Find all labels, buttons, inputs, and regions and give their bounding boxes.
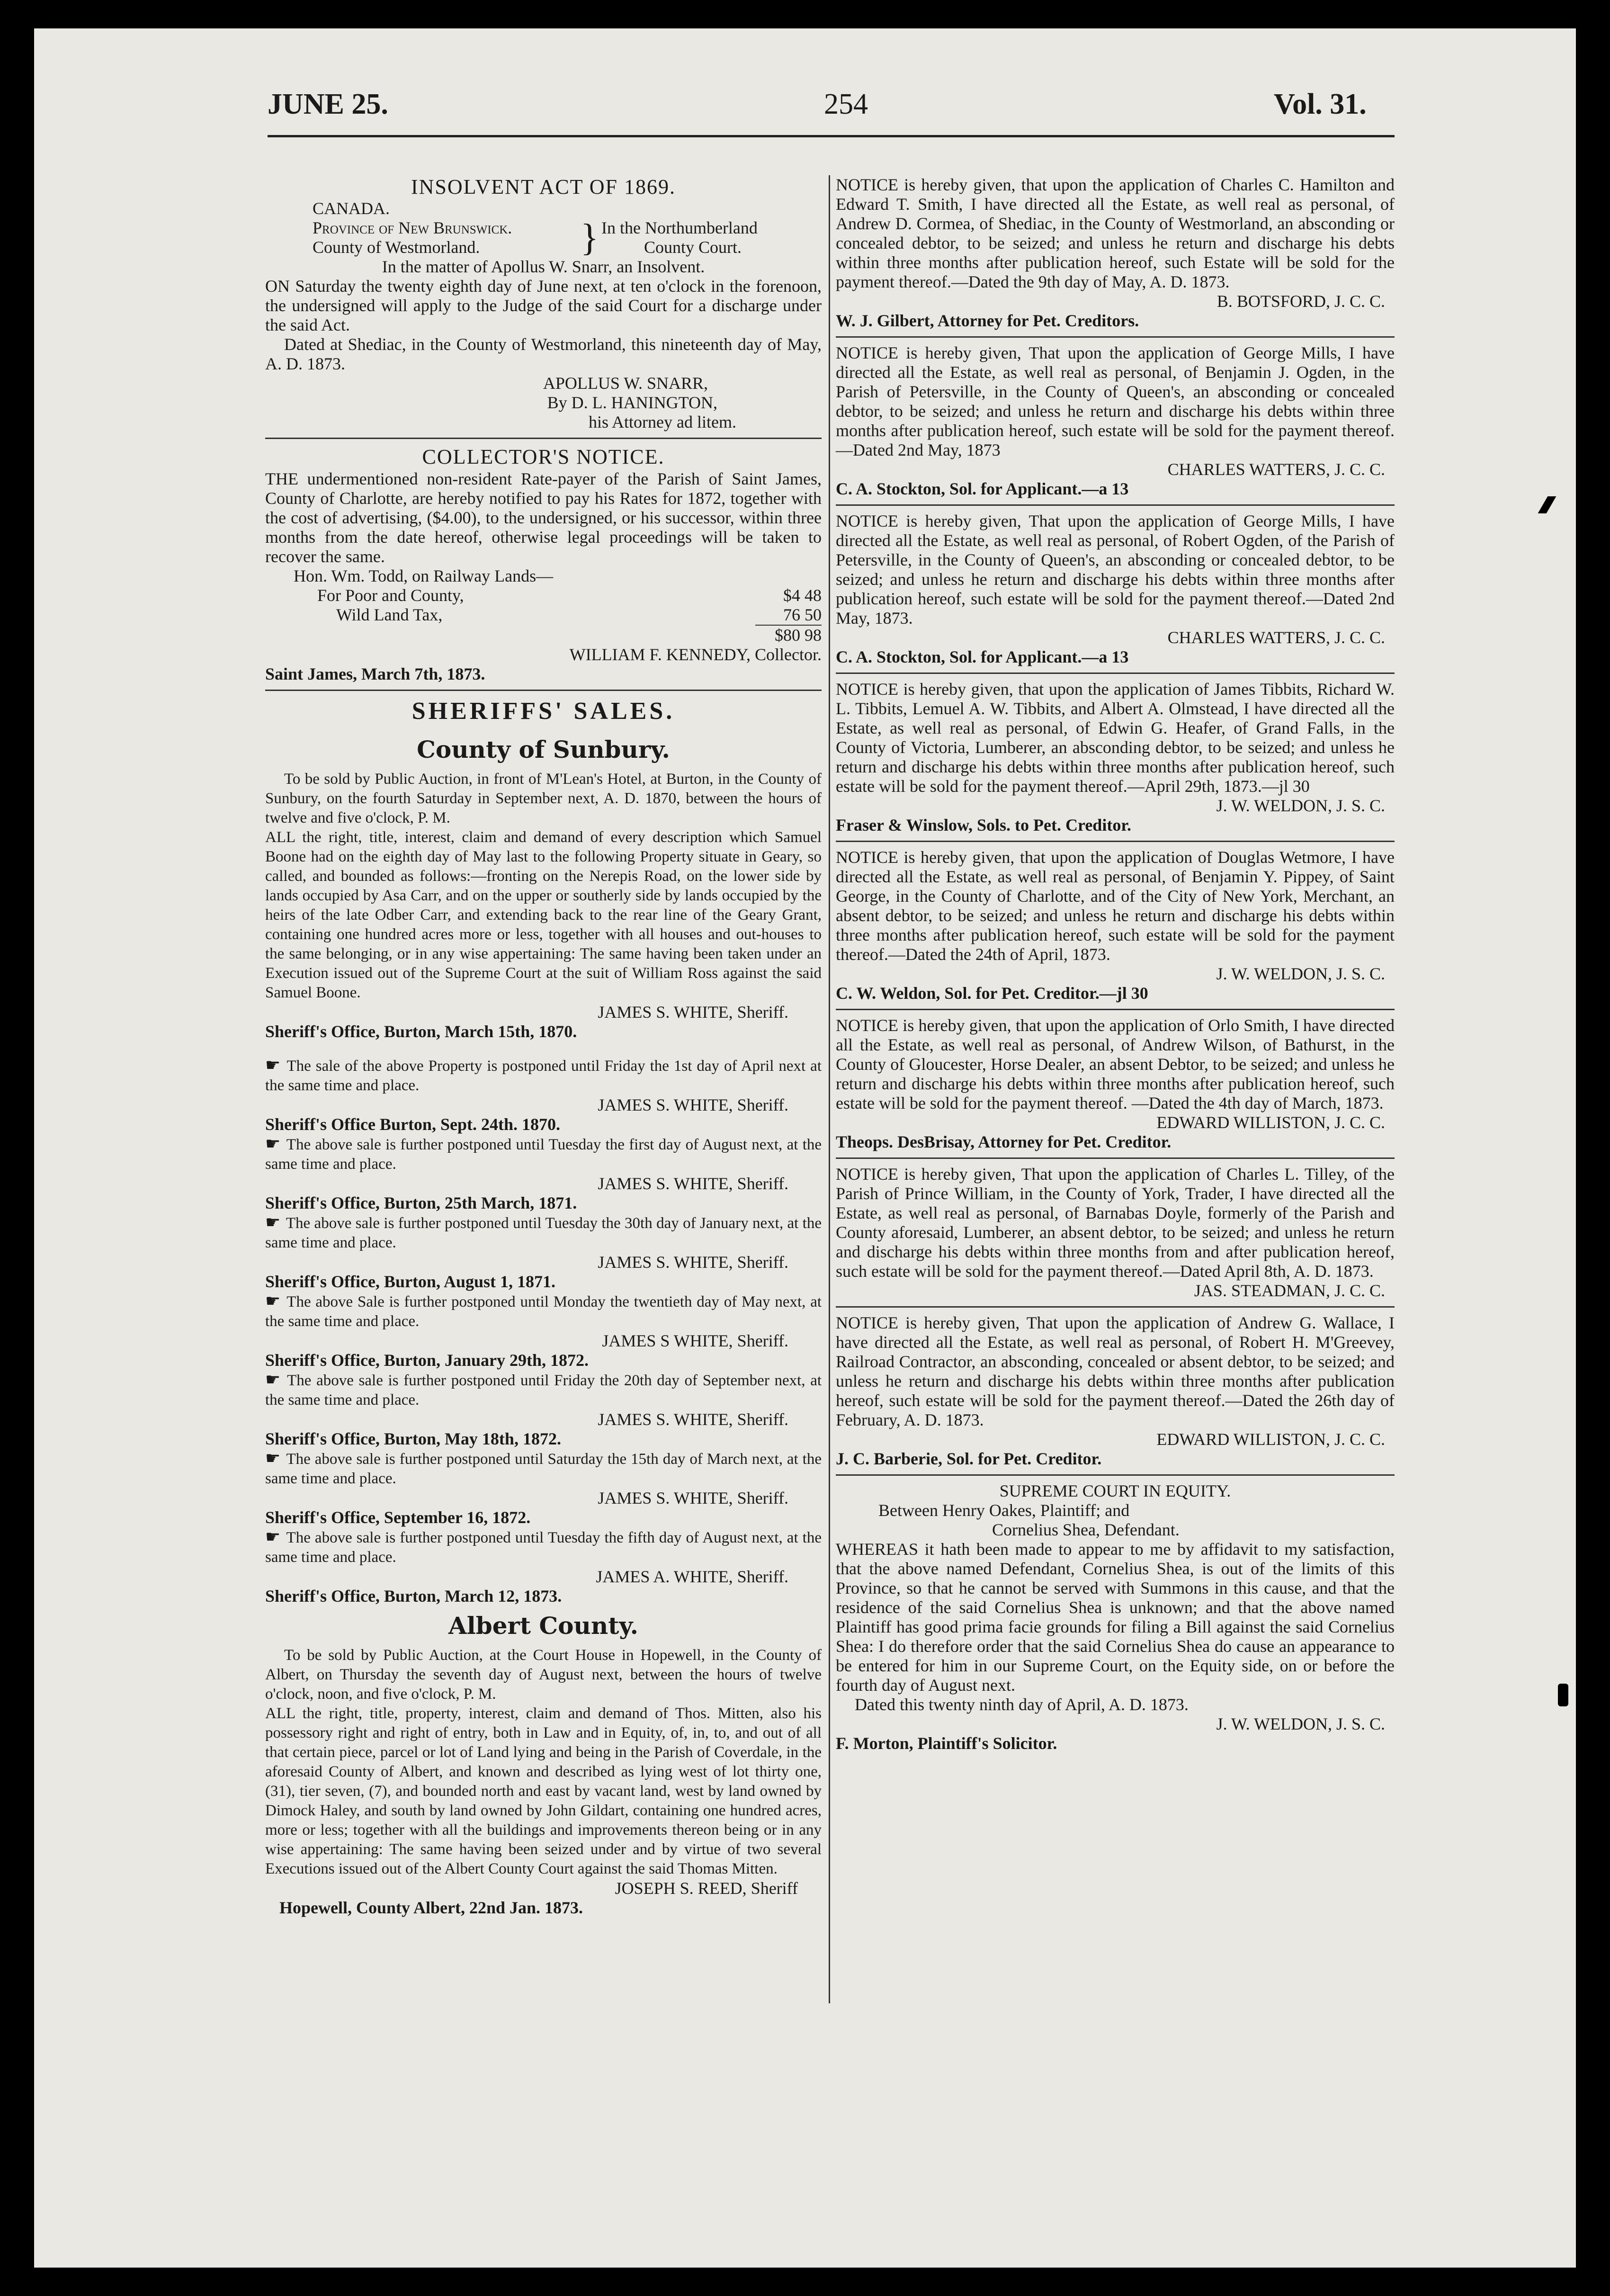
- postponement-date: Sheriff's Office, Burton, May 18th, 1872.: [265, 1429, 561, 1448]
- postponement-notice: [265, 1527, 822, 1567]
- section-rule: [836, 673, 1395, 674]
- sheriffs-title: SHERIFFS' SALES.: [411, 698, 675, 725]
- sunbury-signature: JAMES S. WHITE, Sheriff.: [598, 1003, 788, 1022]
- notice-body: NOTICE is hereby given, That upon the application of George Mills, I have directed all the Estate, as well real as personal, of Robert Ogden, of the Parish of Petersville, in the County of Queen's, an absconding or concealed debtor, to be seized; and unless he return and discharge his debts within three months after publication hereof, such estate will be sold for the payment thereof.—Dated 2nd May, 1873.: [836, 511, 1395, 628]
- sunbury-date: Sheriff's Office, Burton, March 15th, 1870.: [265, 1022, 577, 1041]
- postponement-signature: JAMES S. WHITE, Sheriff.: [598, 1253, 788, 1272]
- header-rule: [268, 135, 1395, 137]
- notice-mills-benjamin: [836, 343, 1395, 499]
- notice-solicitor: Theops. DesBrisay, Attorney for Pet. Creditor.: [836, 1132, 1172, 1151]
- notice-tibbits: [836, 680, 1395, 835]
- court-line: In the Northumberland: [601, 218, 758, 237]
- section-rule: [836, 1306, 1395, 1308]
- albert-heading: Albert County.: [448, 1612, 639, 1640]
- albert-intro: To be sold by Public Auction, at the Court House in Hopewell, in the County of Albert, on Thursday the seventh day of August next, between the hours of twelve o'clock, noon, and five o'clock, P. M.: [265, 1647, 822, 1703]
- equity-solicitor: F. Morton, Plaintiff's Solicitor.: [836, 1734, 1057, 1753]
- notice-body: NOTICE is hereby given, that upon the application of Douglas Wetmore, I have directed all the Estate, as well real as personal, of Benjamin Y. Pippey, of Saint George, in the County of Charlotte, and of the City of New York, Merchant, an absent debtor, to be seized; and unless he return and discharge his debts within three months after publication hereof, such estate will be sold for the payment thereof.—Dated the 24th of April, 1873.: [836, 848, 1395, 964]
- section-rule: [836, 504, 1395, 506]
- left-column: [265, 175, 822, 1918]
- sunbury-heading: County of Sunbury.: [417, 735, 670, 763]
- notice-signature: CHARLES WATTERS, J. C. C.: [1167, 460, 1385, 479]
- collector-signature: WILLIAM F. KENNEDY, Collector.: [569, 645, 822, 664]
- postponement-date: Sheriff's Office, Burton, 25th March, 1871.: [265, 1193, 577, 1212]
- section-rule: [265, 438, 822, 439]
- section-rule: [836, 1009, 1395, 1010]
- postponement-notice: [265, 1056, 822, 1095]
- insolvent-matter: In the matter of Apollus W. Snarr, an Insolvent.: [382, 257, 705, 276]
- equity-dated: Dated this twenty ninth day of April, A. D. 1873.: [855, 1695, 1189, 1714]
- insolvent-attorney: By D. L. HANINGTON,: [547, 393, 717, 412]
- postponement-notice: [265, 1213, 822, 1253]
- notice-solicitor: Fraser & Winslow, Sols. to Pet. Creditor.: [836, 816, 1131, 834]
- pointing-hand-icon: ☛: [265, 1370, 287, 1390]
- page-number: 254: [824, 88, 868, 120]
- equity-plaintiff: Between Henry Oakes, Plaintiff; and: [878, 1501, 1130, 1520]
- section-rule: [836, 841, 1395, 842]
- notice-hamilton: [836, 175, 1395, 331]
- postponement-text: The sale of the above Property is postponed until Friday the 1st day of April next at the same time and place.: [265, 1058, 822, 1094]
- postponement-text: The above Sale is further postponed until Monday the twentieth day of May next, at the same time and place.: [265, 1293, 822, 1330]
- notice-signature: J. W. WELDON, J. S. C.: [1216, 964, 1385, 983]
- issue-date: JUNE 25.: [268, 88, 388, 120]
- section-rule: [265, 690, 822, 691]
- postponement-notice: [265, 1134, 822, 1174]
- notice-body: NOTICE is hereby given, That upon the application of George Mills, I have directed all the Estate, as well real as personal, of Benjamin J. Ogden, in the Parish of Petersville, in the County of Queen's, an absconding or concealed debtor, to be seized; and unless he return and discharge his debts within three months after publication hereof, such estate will be sold for the payment thereof.—Dated 2nd May, 1873: [836, 343, 1395, 459]
- sunbury-body: ALL the right, title, interest, claim and demand of every description which Samuel Boone had on the eighth day of May last to the following Property situate in Geary, so called, and bounded as follows:—fronting on the Nerepis Road, on the lower side by lands occupied by Asa Carr, and on the upper or southerly side by lands occupied by the heirs of the late Odber Carr, and extending back to the rear line of the Geary Grant, containing one hundred acres more or less, together with all houses and out-houses to the same belonging, or in any wise appertaining: The same having been taken under an Execution issued out of the Supreme Court at the suit of William Ross against the said Samuel Boone.: [265, 829, 822, 1001]
- notice-wetmore: [836, 848, 1395, 1003]
- postponement-notice: [265, 1370, 822, 1410]
- collector-total-row: [265, 625, 822, 645]
- albert-body: ALL the right, title, property, interest, claim and demand of Thos. Mitten, also his possessory right and right of entry, both in Law and in Equity, of, in, to, and out of all that certain piece, parcel or lot of Land lying and being in the Parish of Coverdale, in the aforesaid County of Albert, and known and described as lying west of lot thirty one, (31), tier seven, (7), and bounded north and east by vacant land, west by land owned by Dimock Haley, and south by land owned by John Gildart, containing one hundred acres, more or less; together with all the buildings and improvements thereon being or in any wise appertaining: The same having been seized under and by virtue of two several Executions issued out of the Albert County Court against the said Thomas Mitten.: [265, 1705, 822, 1877]
- section-rule: [836, 1157, 1395, 1159]
- postponement-date: Sheriff's Office, Burton, August 1, 1871.: [265, 1272, 556, 1291]
- collector-item: For Poor and County,: [317, 586, 464, 605]
- postponement-signature: JAMES S. WHITE, Sheriff.: [598, 1410, 788, 1429]
- notice-signature: J. W. WELDON, J. S. C.: [1216, 796, 1385, 815]
- sunbury-intro: To be sold by Public Auction, in front of M'Lean's Hotel, at Burton, in the County of Sunbury, on the fourth Saturday in September next, A. D. 1870, between the hours of twelve and five o'clock, P. M.: [265, 771, 822, 826]
- insolvent-signature: APOLLUS W. SNARR,: [543, 374, 708, 393]
- pointing-hand-icon: ☛: [265, 1213, 286, 1232]
- brace-glyph: }: [580, 217, 599, 259]
- insolvent-title: INSOLVENT ACT OF 1869.: [411, 175, 676, 198]
- postponement-date: Sheriff's Office, Burton, March 12, 1873.: [265, 1587, 562, 1605]
- jurisdiction: [313, 218, 578, 257]
- postponement-signature: JAMES S. WHITE, Sheriff.: [598, 1489, 788, 1507]
- notice-solicitor: W. J. Gilbert, Attorney for Pet. Creditors.: [836, 311, 1139, 330]
- postponement-text: The above sale is further postponed until Friday the 20th day of September next, at the same time and place.: [265, 1372, 822, 1408]
- volume-number: Vol. 31.: [1274, 88, 1367, 120]
- postponement-signature: JAMES A. WHITE, Sheriff.: [596, 1567, 788, 1586]
- notice-body: NOTICE is hereby given, That upon the application of Charles L. Tilley, of the Parish of Prince William, in the County of York, Trader, I have directed all the Estate, as well real as personal, of Barnabas Doyle, formerly of the Parish and County aforesaid, Lumberer, an absent debtor, to be seized; and unless he return and discharge his debts within three months from and after publication hereof, such estate will be sold for the payment thereof.—Dated April 8th, A. D. 1873.: [836, 1165, 1395, 1281]
- collector-total: $80 98: [755, 625, 822, 645]
- column-rule: [829, 175, 830, 2003]
- collector-item: Wild Land Tax,: [336, 605, 443, 624]
- albert-signature: JOSEPH S. REED, Sheriff: [615, 1879, 798, 1898]
- notice-tilley: [836, 1165, 1395, 1300]
- collector-amount: $4 48: [783, 586, 822, 605]
- notice-signature: EDWARD WILLISTON, J. C. C.: [1156, 1430, 1385, 1449]
- notice-solicitor: C. A. Stockton, Sol. for Applicant.—a 13: [836, 647, 1129, 666]
- collector-ratepayer: Hon. Wm. Todd, on Railway Lands—: [294, 566, 554, 585]
- collector-row: [265, 605, 822, 625]
- pointing-hand-icon: ☛: [265, 1292, 287, 1311]
- pointing-hand-icon: ☛: [265, 1527, 286, 1547]
- postponement-signature: JAMES S WHITE, Sheriff.: [602, 1331, 788, 1350]
- notice-wallace: [836, 1313, 1395, 1469]
- postponement-date: Sheriff's Office, Burton, January 29th, 1872.: [265, 1351, 589, 1370]
- equity-defendant: Cornelius Shea, Defendant.: [992, 1520, 1180, 1539]
- postponement-text: The above sale is further postponed until Tuesday the fifth day of August next, at the same time and place.: [265, 1529, 822, 1566]
- notice-signature: CHARLES WATTERS, J. C. C.: [1167, 628, 1385, 647]
- county-name: County of Westmorland.: [313, 238, 480, 257]
- notice-body: NOTICE is hereby given, That upon the application of Andrew G. Wallace, I have directed all the Estate, as well real as personal, of Robert H. M'Greevey, Railroad Contractor, an absconding, concealed or absent debtor, to be seized; and unless he return and discharge his debts within three months after publication hereof, such estate will be sold for the payment thereof.—Dated the 26th day of February, A. D. 1873.: [836, 1313, 1395, 1429]
- notice-solicitor: C. A. Stockton, Sol. for Applicant.—a 13: [836, 479, 1129, 498]
- postponement-signature: JAMES S. WHITE, Sheriff.: [598, 1095, 788, 1114]
- postponement-text: The above sale is further postponed until Tuesday the first day of August next, at the same time and place.: [265, 1136, 822, 1173]
- pointing-hand-icon: ☛: [265, 1134, 286, 1154]
- notice-mills-robert: [836, 511, 1395, 667]
- collector-row: [265, 586, 822, 605]
- postponement-signature: JAMES S. WHITE, Sheriff.: [598, 1174, 788, 1193]
- equity-signature: J. W. WELDON, J. S. C.: [1216, 1714, 1385, 1733]
- collector-amount: 76 50: [783, 605, 822, 624]
- province-name: Province of New Brunswick.: [313, 218, 512, 237]
- equity-notice: [836, 1481, 1395, 1753]
- collector-date: Saint James, March 7th, 1873.: [265, 664, 485, 683]
- insolvent-caption: [265, 199, 822, 257]
- notice-solicitor: C. W. Weldon, Sol. for Pet. Creditor.—jl 30: [836, 984, 1148, 1003]
- postponement-text: The above sale is further postponed until Tuesday the 30th day of January next, at the same time and place.: [265, 1215, 822, 1251]
- equity-body: WHEREAS it hath been made to appear to me by affidavit to my satisfaction, that the above named Defendant, Cornelius Shea, is out of the limits of this Province, so that he cannot be served with Summons in this cause, and that the residence of the said Cornelius Shea is unknown; and that the above named Plaintiff has good prima facie grounds for filing a Bill against the said Cornelius Shea: I do therefore order that the said Cornelius Shea do cause an appearance to be entered for him in our Supreme Court, on the Equity side, on or before the fourth day of August next.: [836, 1540, 1395, 1695]
- equity-title: SUPREME COURT IN EQUITY.: [999, 1481, 1231, 1500]
- postponement-date: Sheriff's Office Burton, Sept. 24th. 1870.: [265, 1115, 560, 1134]
- notice-smith: [836, 1016, 1395, 1152]
- pointing-hand-icon: ☛: [265, 1056, 287, 1075]
- postponement-date: Sheriff's Office, September 16, 1872.: [265, 1508, 531, 1527]
- postponement-text: The above sale is further postponed until Saturday the 15th day of March next, at the same time and place.: [265, 1451, 822, 1487]
- insolvent-dated: Dated at Shediac, in the County of Westmorland, this nineteenth day of May, A. D. 1873.: [265, 335, 822, 373]
- section-rule: [836, 1474, 1395, 1476]
- collector-title: COLLECTOR'S NOTICE.: [422, 445, 665, 468]
- notice-body: NOTICE is hereby given, that upon the application of James Tibbits, Richard W. L. Tibbits, Lemuel A. W. Tibbits, and Albert A. Olmstead, I have directed all the Estate, as well real as personal, of Edwin G. Heafer, of Grand Falls, in the County of Victoria, Lumberer, an absconding debtor, to be seized; and unless he return and discharge his debts within three months after publication hereof, such estate will be sold for the payment thereof.—April 29th, 1873.—jl 30: [836, 680, 1395, 796]
- pointing-hand-icon: ☛: [265, 1449, 286, 1468]
- notice-signature: B. BOTSFORD, J. C. C.: [1216, 292, 1385, 311]
- notice-solicitor: J. C. Barberie, Sol. for Pet. Creditor.: [836, 1449, 1102, 1468]
- collector-body: THE undermentioned non-resident Rate-payer of the Parish of Saint James, County of Charlotte, are hereby notified to pay his Rates for 1872, together with the cost of advertising, ($4.00), to the undersigned, or his successor, within three months from the date hereof, otherwise legal proceedings will be taken to recover the same.: [265, 469, 822, 566]
- margin-mark: [1558, 1684, 1568, 1706]
- caption-brace-block: [313, 218, 822, 257]
- notice-signature: JAS. STEADMAN, J. C. C.: [1194, 1281, 1385, 1300]
- right-column: [836, 175, 1395, 1753]
- notice-body: NOTICE is hereby given, that upon the application of Charles C. Hamilton and Edward T. Smith, I have directed all the Estate, as well real as personal, of Andrew D. Cormea, of Shediac, in the County of Westmorland, an absconding or concealed debtor, to be seized; and unless he return and discharge his debts within three months after publication hereof, such Estate will be sold for the payment thereof.—Dated the 9th day of May, A. D. 1873.: [836, 175, 1395, 291]
- postponement-notice: [265, 1292, 822, 1331]
- insolvent-attorney-role: his Attorney ad litem.: [589, 413, 736, 431]
- court-line: County Court.: [644, 238, 742, 257]
- canada-label: CANADA.: [313, 199, 390, 218]
- section-rule: [836, 336, 1395, 338]
- insolvent-body: ON Saturday the twenty eighth day of June next, at ten o'clock in the forenoon, the undersigned will apply to the Judge of the said Court for a discharge under the said Act.: [265, 277, 822, 334]
- postponement-notice: [265, 1449, 822, 1489]
- notice-body: NOTICE is hereby given, that upon the application of Orlo Smith, I have directed all the Estate, as well real as personal, of Andrew Wilson, of Bathurst, in the County of Gloucester, Horse Dealer, an absent Debtor, to be seized; and unless he return and discharge his debts within three months after publication hereof, such estate will be sold for the payment thereof. —Dated the 4th day of March, 1873.: [836, 1016, 1395, 1112]
- notice-signature: EDWARD WILLISTON, J. C. C.: [1156, 1113, 1385, 1132]
- albert-date: Hopewell, County Albert, 22nd Jan. 1873.: [279, 1898, 583, 1917]
- court-name: [601, 218, 758, 257]
